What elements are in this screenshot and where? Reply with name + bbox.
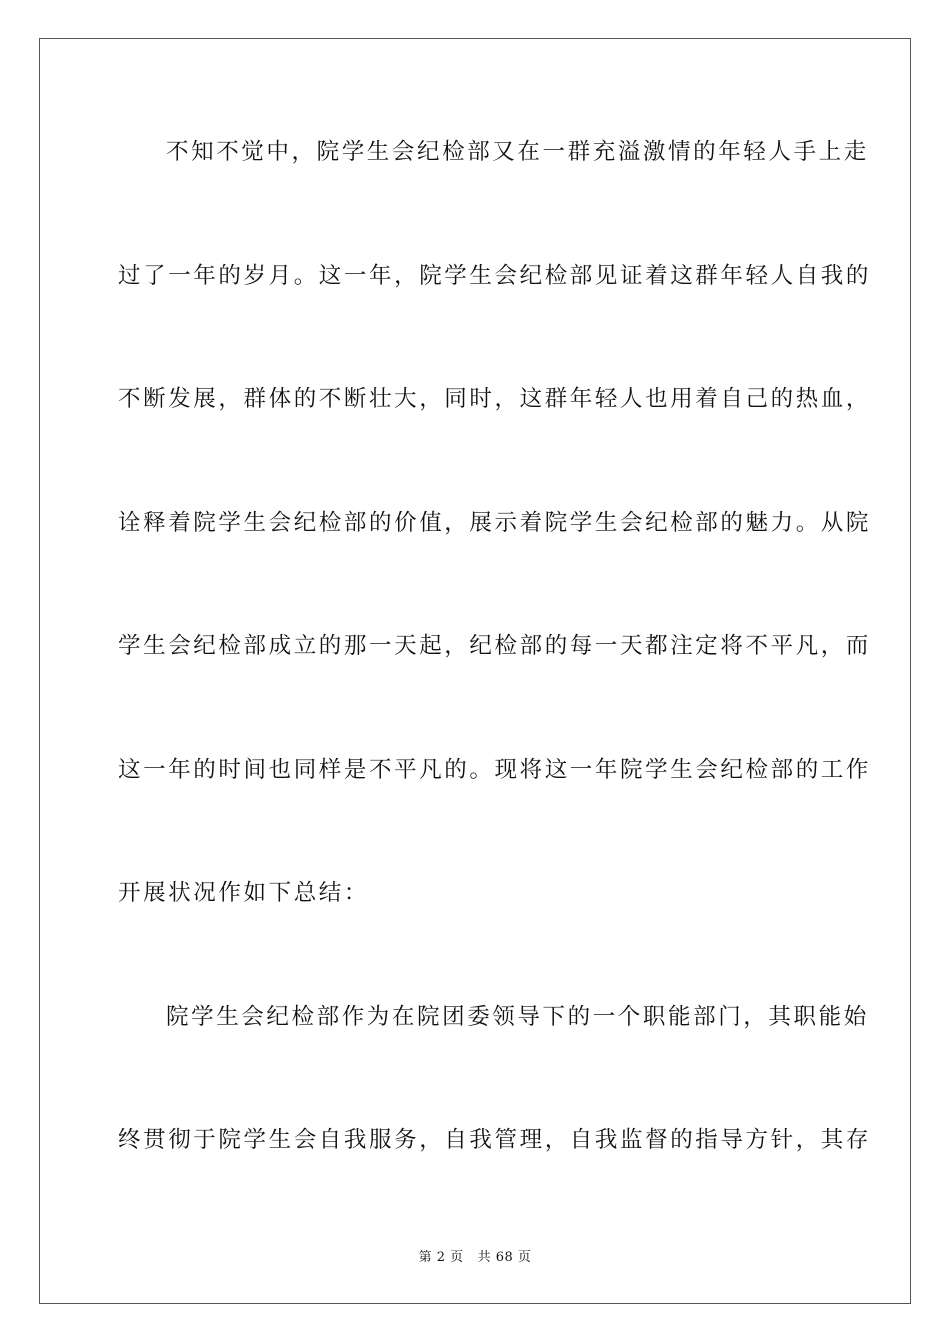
paragraph-1-line-1: 不知不觉中，院学生会纪检部又在一群充溢激情的年轻人手上走 <box>166 139 869 165</box>
paragraph-1-line-6: 这一年的时间也同样是不平凡的。现将这一年院学生会纪检部的工作 <box>118 756 872 783</box>
paragraph-1-line-3: 不断发展，群体的不断壮大，同时，这群年轻人也用着自己的热血， <box>118 386 872 412</box>
page-number: 第 2 页 <box>418 1250 464 1265</box>
paragraph-1-line-4: 诠释着院学生会纪检部的价值，展示着院学生会纪检部的魅力。从院 <box>118 509 872 536</box>
page-footer <box>0 1246 950 1265</box>
paragraph-1-line-7: 开展状况作如下总结： <box>118 880 370 906</box>
paragraph-1-line-5: 学生会纪检部成立的那一天起，纪检部的每一天都注定将不平凡，而 <box>118 633 872 659</box>
paragraph-2-line-2: 终贯彻于院学生会自我服务，自我管理，自我监督的指导方针，其存 <box>118 1127 872 1153</box>
document-body <box>118 124 872 1236</box>
paragraph-2-line-1: 院学生会纪检部作为在院团委领导下的一个职能部门，其职能始 <box>166 1003 869 1030</box>
paragraph-1-line-2: 过了一年的岁月。这一年，院学生会纪检部见证着这群年轻人自我的 <box>118 262 872 289</box>
page-total: 共 68 页 <box>477 1250 532 1265</box>
